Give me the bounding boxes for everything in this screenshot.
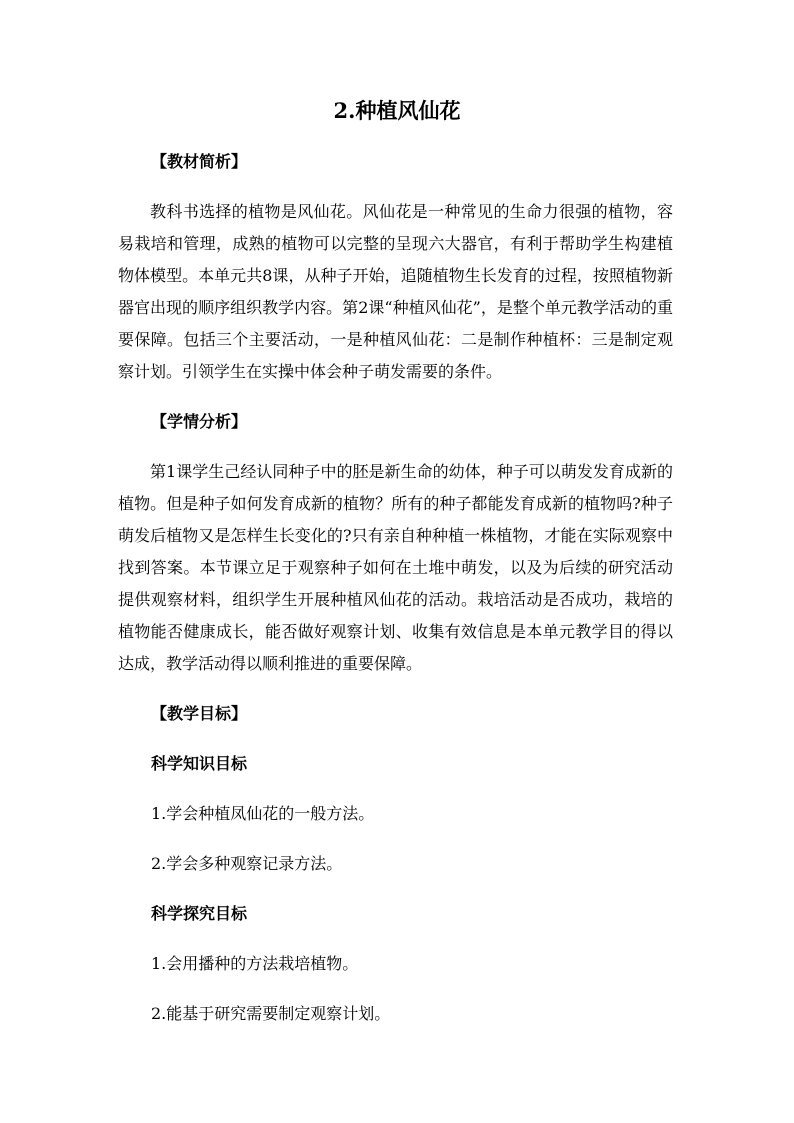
page-title: 2.种植风仙花 [333,98,461,123]
list-item: 2.学会多种观察记录方法。 [151,854,343,873]
section-heading-analysis: 【教材简析】 [151,152,248,171]
paragraph-learners: 第1课学生己经认同种子中的胚是新生命的幼体，种子可以萌发发育成新的植物。但是种子如何发育成新的植物？所有的种子都能发育成新的植物吗?种子萌发后植物又是怎样生长变化的?只有亲自种种植一株植物，才能在实际观察中找到答案。本节课立足于观察种子如何在土堆中萌发，以及为后续的研究活动提供观察材料，组织学生开展种植风仙花的活动。栽培活动是否成功，栽培的植物能否健康成长，能否做好观察计划、收集有效信息是本单元教学目的得以达成，教学活动得以顺利推进的重要保障。 [118,462,673,673]
subheading-inquiry-goals: 科学探究目标 [151,904,248,923]
paragraph-analysis: 教科书选择的植物是风仙花。风仙花是一种常见的生命力很强的植物，容易栽培和管理，成熟的植物可以完整的呈现六大器官，有利于帮助学生构建植物体模型。本单元共8课，从种子开始，追随植物生长发育的过程，按照植物新器官出现的顺序组织教学内容。第2课“种植风仙花”，是整个单元教学活动的重要保障。包括三个主要活动，一是种植风仙花：二是制作种植杯：三是制定观察计划。引领学生在实操中体会种子萌发需要的条件。 [118,202,673,381]
list-item: 1.会用播种的方法栽培植物。 [151,954,359,973]
section-heading-goals: 【教学目标】 [151,704,248,723]
list-item: 2.能基于研究需要制定观察计划。 [151,1004,391,1023]
subheading-knowledge-goals: 科学知识目标 [151,754,248,773]
document-body [118,146,673,1048]
section-heading-learners: 【学情分析】 [151,412,248,431]
list-item: 1.学会种植凤仙花的一般方法。 [151,804,375,823]
